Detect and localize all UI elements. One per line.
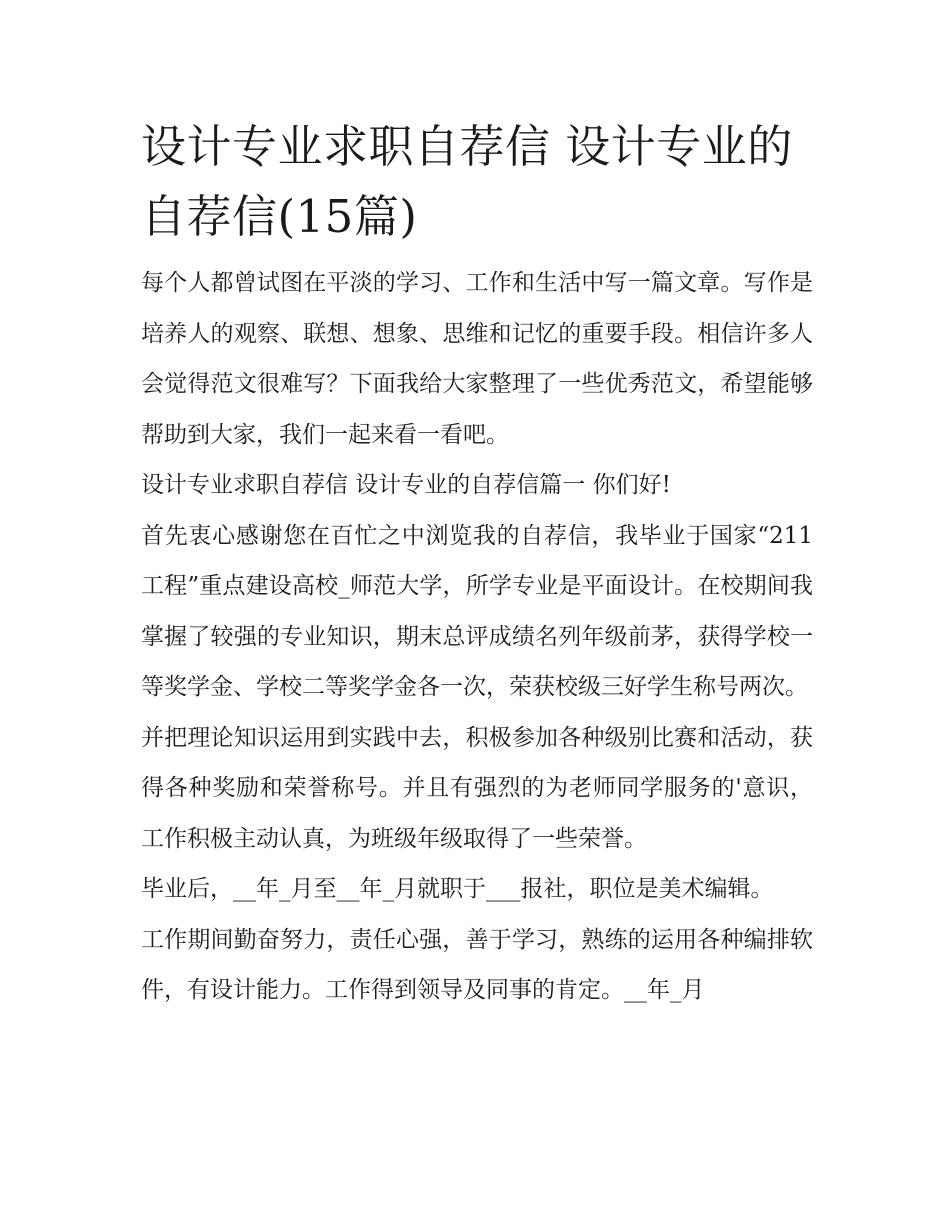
paragraph-intro: 每个人都曾试图在平淡的学习、工作和生活中写一篇文章。写作是培养人的观察、联想、想象、思维和记忆的重要手段。相信许多人会觉得范文很难写？下面我给大家整理了一些优秀范文，希望能够帮助到大家，我们一起来看一看吧。 [141,270,813,448]
paragraph-education: 首先衷心感谢您在百忙之中浏览我的自荐信，我毕业于国家“211工程”重点建设高校_师范大学，所学专业是平面设计。在校期间我掌握了较强的专业知识，期末总评成绩名列年级前茅，获得学校一等奖学金、学校二等奖学金各一次，荣获校级三好学生称号两次。 [141,522,813,700]
document-page [141,112,813,1016]
paragraph-employment: 毕业后，__年_月至__年_月就职于___报社，职位是美术编辑。 [141,876,774,902]
paragraph-greeting: 设计专业求职自荐信 设计专业的自荐信篇一 你们好! [141,472,671,498]
paragraph-work: 工作期间勤奋努力，责任心强，善于学习，熟练的运用各种编排软件，有设计能力。工作得到领导及同事的肯定。__年_月 [141,926,813,1003]
paragraph-practice: 并把理论知识运用到实践中去，积极参加各种级别比赛和活动，获得各种奖励和荣誉称号。并且有强烈的为老师同学服务的'意识，工作积极主动认真，为班级年级取得了一些荣誉。 [141,724,813,852]
document-title: 设计专业求职自荐信 设计专业的自荐信(15篇) [141,120,793,243]
